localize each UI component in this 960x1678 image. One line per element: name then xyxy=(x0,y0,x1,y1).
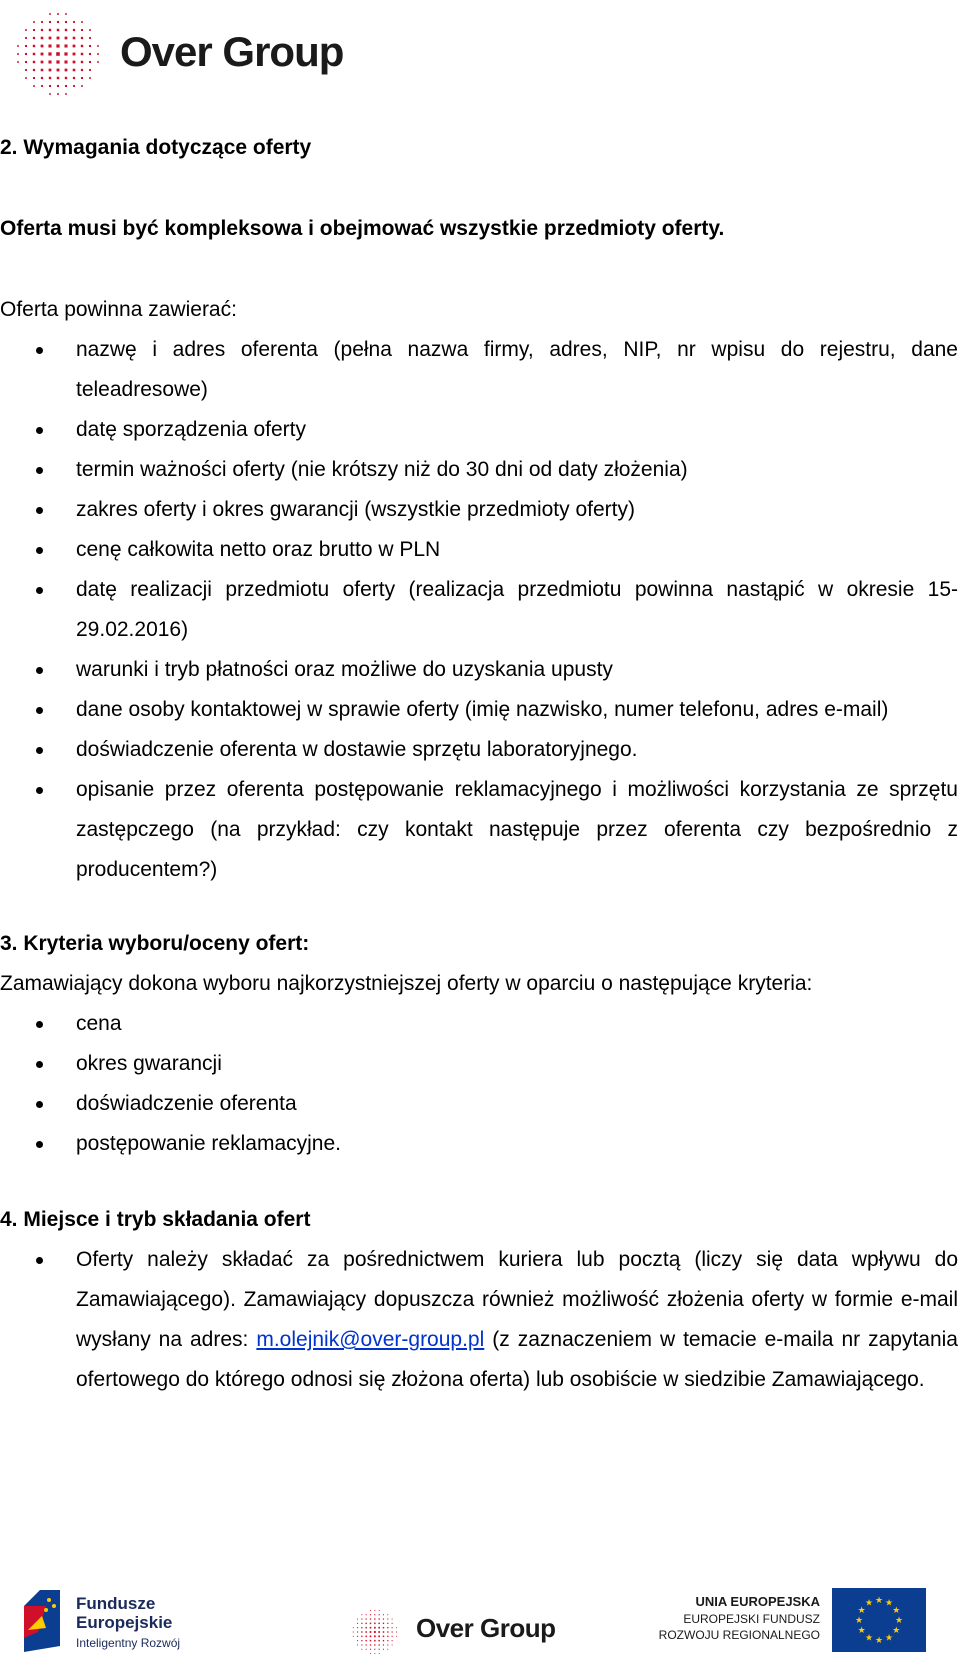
svg-text:★: ★ xyxy=(874,1636,884,1646)
footer-company-logo xyxy=(350,1596,570,1666)
eu-flag-icon xyxy=(832,1588,926,1652)
bullet-icon xyxy=(36,547,43,554)
list-item-text: postępowanie reklamacyjne. xyxy=(76,1132,341,1155)
list-item xyxy=(0,1004,958,1044)
eu-line-1: UNIA EUROPEJSKA xyxy=(695,1594,820,1609)
requirements-list xyxy=(0,330,960,890)
bullet-icon xyxy=(36,1141,43,1148)
list-item xyxy=(0,770,958,890)
list-item xyxy=(0,1240,958,1400)
bullet-icon xyxy=(36,1101,43,1108)
section-3-intro: Zamawiający dokona wyboru najkorzystniejszej oferty w oparciu o następujące kryteria: xyxy=(0,972,813,995)
fe-line-3: Inteligentny Rozwój xyxy=(76,1636,181,1650)
list-item xyxy=(0,330,958,410)
fundusze-europejskie-emblem-icon xyxy=(16,1586,64,1656)
list-item xyxy=(0,1044,958,1084)
svg-text:★: ★ xyxy=(857,1626,866,1636)
fundusze-europejskie-logo xyxy=(16,1586,216,1656)
bullet-icon xyxy=(36,1257,43,1264)
list-item-text: doświadczenie oferenta xyxy=(76,1092,297,1115)
list-item xyxy=(0,410,958,450)
svg-text:★: ★ xyxy=(864,1598,874,1609)
eu-line-3: ROZWOJU REGIONALNEGO xyxy=(658,1628,820,1642)
list-item-text: zakres oferty i okres gwarancji (wszystkie przedmioty oferty) xyxy=(76,498,635,521)
section-4-title: 4. Miejsce i tryb składania ofert xyxy=(0,1208,311,1231)
svg-text:★: ★ xyxy=(892,1606,901,1616)
submission-text-before-email: Oferty należy składać za pośrednictwem kuriera lub pocztą (liczy się data wpływu do Zamawiającego). Zamawiający dopuszcza również możliwość złożenia oferty w formie e-mail wysłany na adres: xyxy=(76,1248,958,1351)
list-item-text: dane osoby kontaktowej w sprawie oferty (imię nazwisko, numer telefonu, adres e-mail) xyxy=(76,698,889,721)
email-link[interactable]: m.olejnik@over-group.pl xyxy=(256,1328,485,1351)
criteria-list xyxy=(0,1004,960,1164)
bullet-icon xyxy=(36,347,43,354)
svg-text:★: ★ xyxy=(857,1606,866,1616)
bullet-icon xyxy=(36,1021,43,1028)
list-item-text: datę realizacji przedmiotu oferty (realizacja przedmiotu powinna nastąpić w okresie 15-29.02.2016) xyxy=(76,578,958,641)
list-item-text: okres gwarancji xyxy=(76,1052,222,1075)
list-item xyxy=(0,1084,958,1124)
list-item xyxy=(0,730,958,770)
svg-text:★: ★ xyxy=(884,1633,894,1644)
svg-text:★: ★ xyxy=(854,1616,864,1626)
eu-line-2: EUROPEJSKI FUNDUSZ xyxy=(683,1612,820,1626)
over-group-globe-icon xyxy=(12,8,112,100)
bullet-icon xyxy=(36,1061,43,1068)
fe-line-2: Europejskie xyxy=(76,1613,173,1632)
company-logo xyxy=(12,8,352,100)
footer-logos xyxy=(0,1580,960,1678)
bullet-icon xyxy=(36,707,43,714)
section-2-title: 2. Wymagania dotyczące oferty xyxy=(0,136,312,159)
section-2-intro: Oferta powinna zawierać: xyxy=(0,298,237,321)
svg-text:★: ★ xyxy=(874,1596,884,1606)
footer-company-name: Over Group xyxy=(416,1613,556,1643)
document-body xyxy=(0,128,960,1400)
list-item xyxy=(0,450,958,490)
bullet-icon xyxy=(36,587,43,594)
submission-list xyxy=(0,1240,960,1400)
bullet-icon xyxy=(36,427,43,434)
list-item-text: nazwę i adres oferenta (pełna nazwa firmy, adres, NIP, nr wpisu do rejestru, dane teleadresowe) xyxy=(76,338,958,401)
svg-text:★: ★ xyxy=(894,1616,904,1626)
bullet-icon xyxy=(36,787,43,794)
svg-text:★: ★ xyxy=(892,1626,901,1636)
list-item-text: cena xyxy=(76,1012,122,1035)
section-2-bold-statement: Oferta musi być kompleksowa i obejmować wszystkie przedmioty oferty. xyxy=(0,217,725,240)
fe-line-1: Fundusze xyxy=(76,1594,156,1613)
list-item-text: cenę całkowita netto oraz brutto w PLN xyxy=(76,538,441,561)
list-item-text: warunki i tryb płatności oraz możliwe do uzyskania upusty xyxy=(76,658,613,681)
company-name: Over Group xyxy=(120,28,344,75)
list-item xyxy=(0,490,958,530)
list-item xyxy=(0,690,958,730)
bullet-icon xyxy=(36,667,43,674)
svg-text:★: ★ xyxy=(864,1633,874,1644)
list-item xyxy=(0,1124,958,1164)
bullet-icon xyxy=(36,467,43,474)
section-3-title: 3. Kryteria wyboru/oceny ofert: xyxy=(0,932,310,955)
list-item xyxy=(0,650,958,690)
submission-text-after-email: (z zaznaczeniem w temacie e-maila nr zapytania ofertowego do którego odnosi się złożona oferta) lub osobiście w siedzibie Zamawiającego. xyxy=(76,1328,958,1391)
list-item xyxy=(0,530,958,570)
bullet-icon xyxy=(36,747,43,754)
eu-logo xyxy=(640,1586,940,1656)
list-item xyxy=(0,570,958,650)
list-item-text: datę sporządzenia oferty xyxy=(76,418,306,441)
bullet-icon xyxy=(36,507,43,514)
list-item-text: opisanie przez oferenta postępowanie reklamacyjnego i możliwości korzystania ze sprzętu zastępczego (na przykład: czy kontakt następuje przez oferenta czy bezpośrednio z producentem?) xyxy=(76,778,958,881)
list-item-text: termin ważności oferty (nie krótszy niż do 30 dni od daty złożenia) xyxy=(76,458,688,481)
svg-text:★: ★ xyxy=(884,1598,894,1609)
list-item-text: doświadczenie oferenta w dostawie sprzętu laboratoryjnego. xyxy=(76,738,638,761)
over-group-globe-icon xyxy=(350,1602,404,1662)
